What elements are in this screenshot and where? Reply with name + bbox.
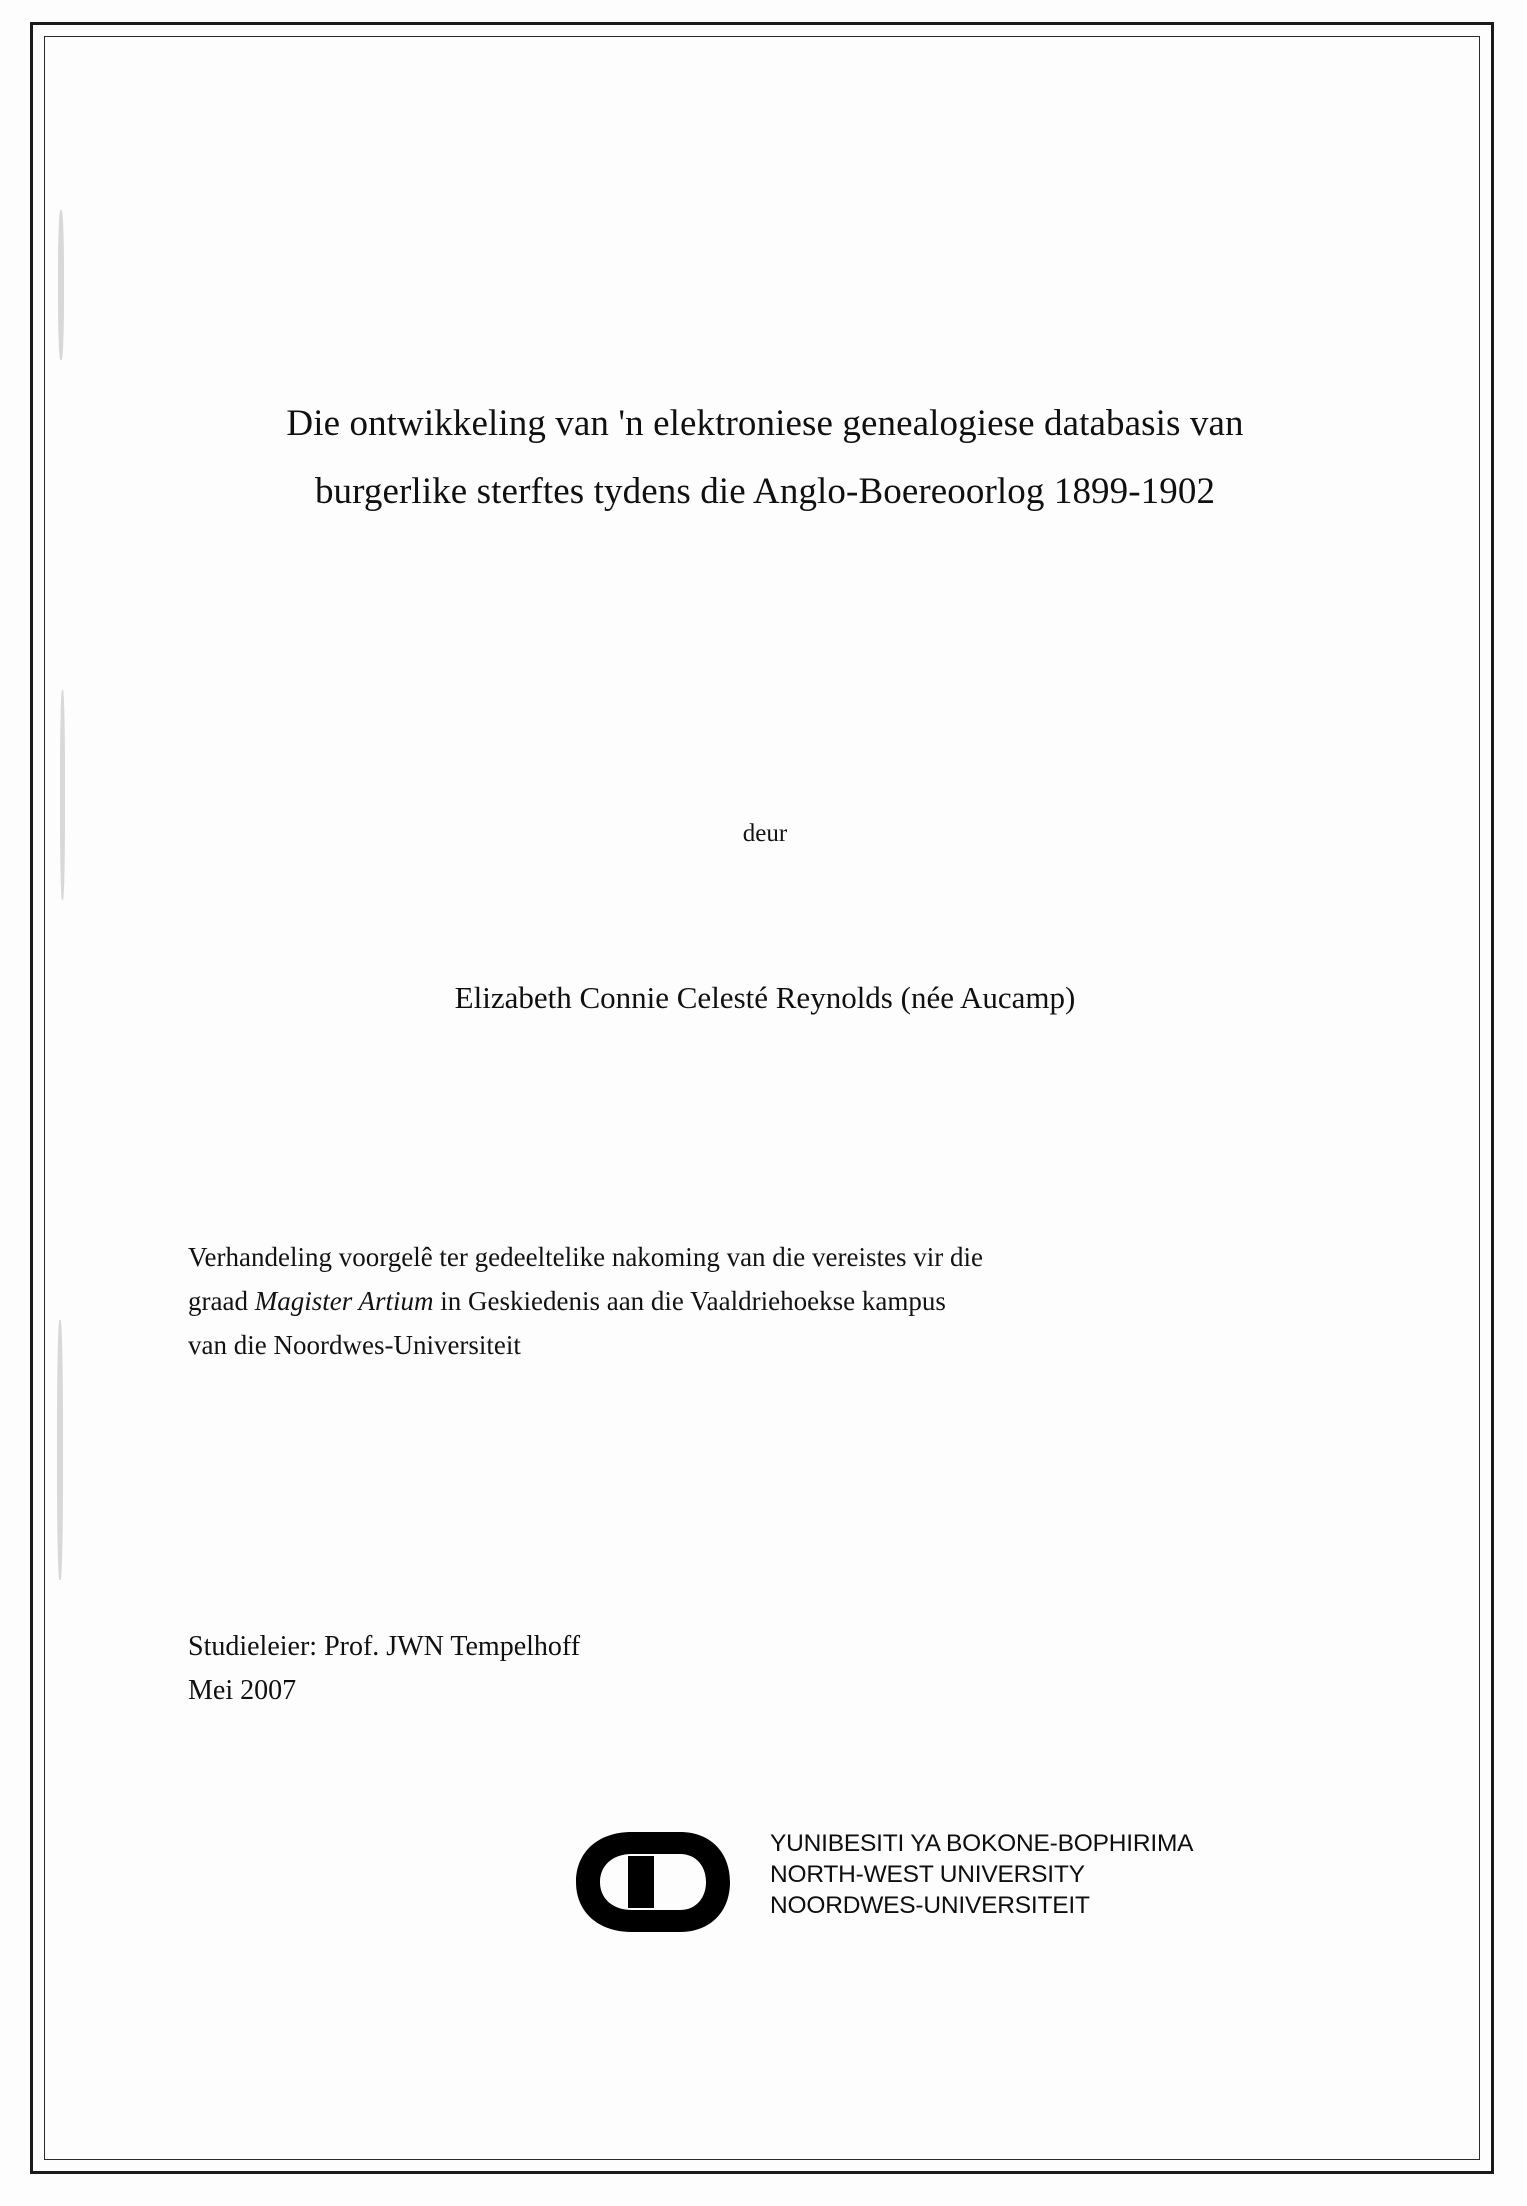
logo-text-line-1: YUNIBESITI YA BOKONE-BOPHIRIMA [770, 1830, 1194, 1857]
degree-statement-line-3: van die Noordwes-Universiteit [188, 1330, 521, 1360]
logo-text-line-2: NORTH-WEST UNIVERSITY [770, 1861, 1085, 1888]
nwu-logo-icon [570, 1826, 760, 1938]
degree-statement-line-2-post: in Geskiedenis aan die Vaaldriehoekse kampus [433, 1286, 946, 1316]
page-title [180, 390, 1350, 526]
author-name: Elizabeth Connie Celesté Reynolds (née Aucamp) [454, 980, 1076, 1015]
university-logo [570, 1820, 1210, 1950]
university-logo-text [770, 1828, 1193, 1921]
title-line-1: Die ontwikkeling van 'n elektroniese genealogiese databasis van [286, 403, 1244, 444]
title-page-content [120, 60, 1410, 2140]
supervisor-line: Studieleier: Prof. JWN Tempelhoff [188, 1631, 581, 1662]
scan-artifact [57, 1320, 63, 1580]
date-line: Mei 2007 [188, 1675, 297, 1706]
degree-statement-line-1: Verhandeling voorgelê ter gedeeltelike nakoming van die vereistes vir die [188, 1242, 983, 1272]
degree-statement-line-2 [188, 1279, 1288, 1323]
degree-name: Magister Artium [254, 1286, 434, 1316]
scan-artifact [58, 210, 64, 360]
supervisor-block [188, 1625, 1088, 1713]
scan-artifact [60, 690, 65, 900]
degree-statement [188, 1235, 1288, 1367]
degree-statement-line-2-pre: graad [188, 1286, 255, 1316]
logo-text-line-3: NOORDWES-UNIVERSITEIT [770, 1892, 1090, 1919]
author-label: deur [742, 820, 788, 847]
title-line-2: burgerlike sterftes tydens die Anglo-Boereoorlog 1899-1902 [314, 471, 1216, 512]
